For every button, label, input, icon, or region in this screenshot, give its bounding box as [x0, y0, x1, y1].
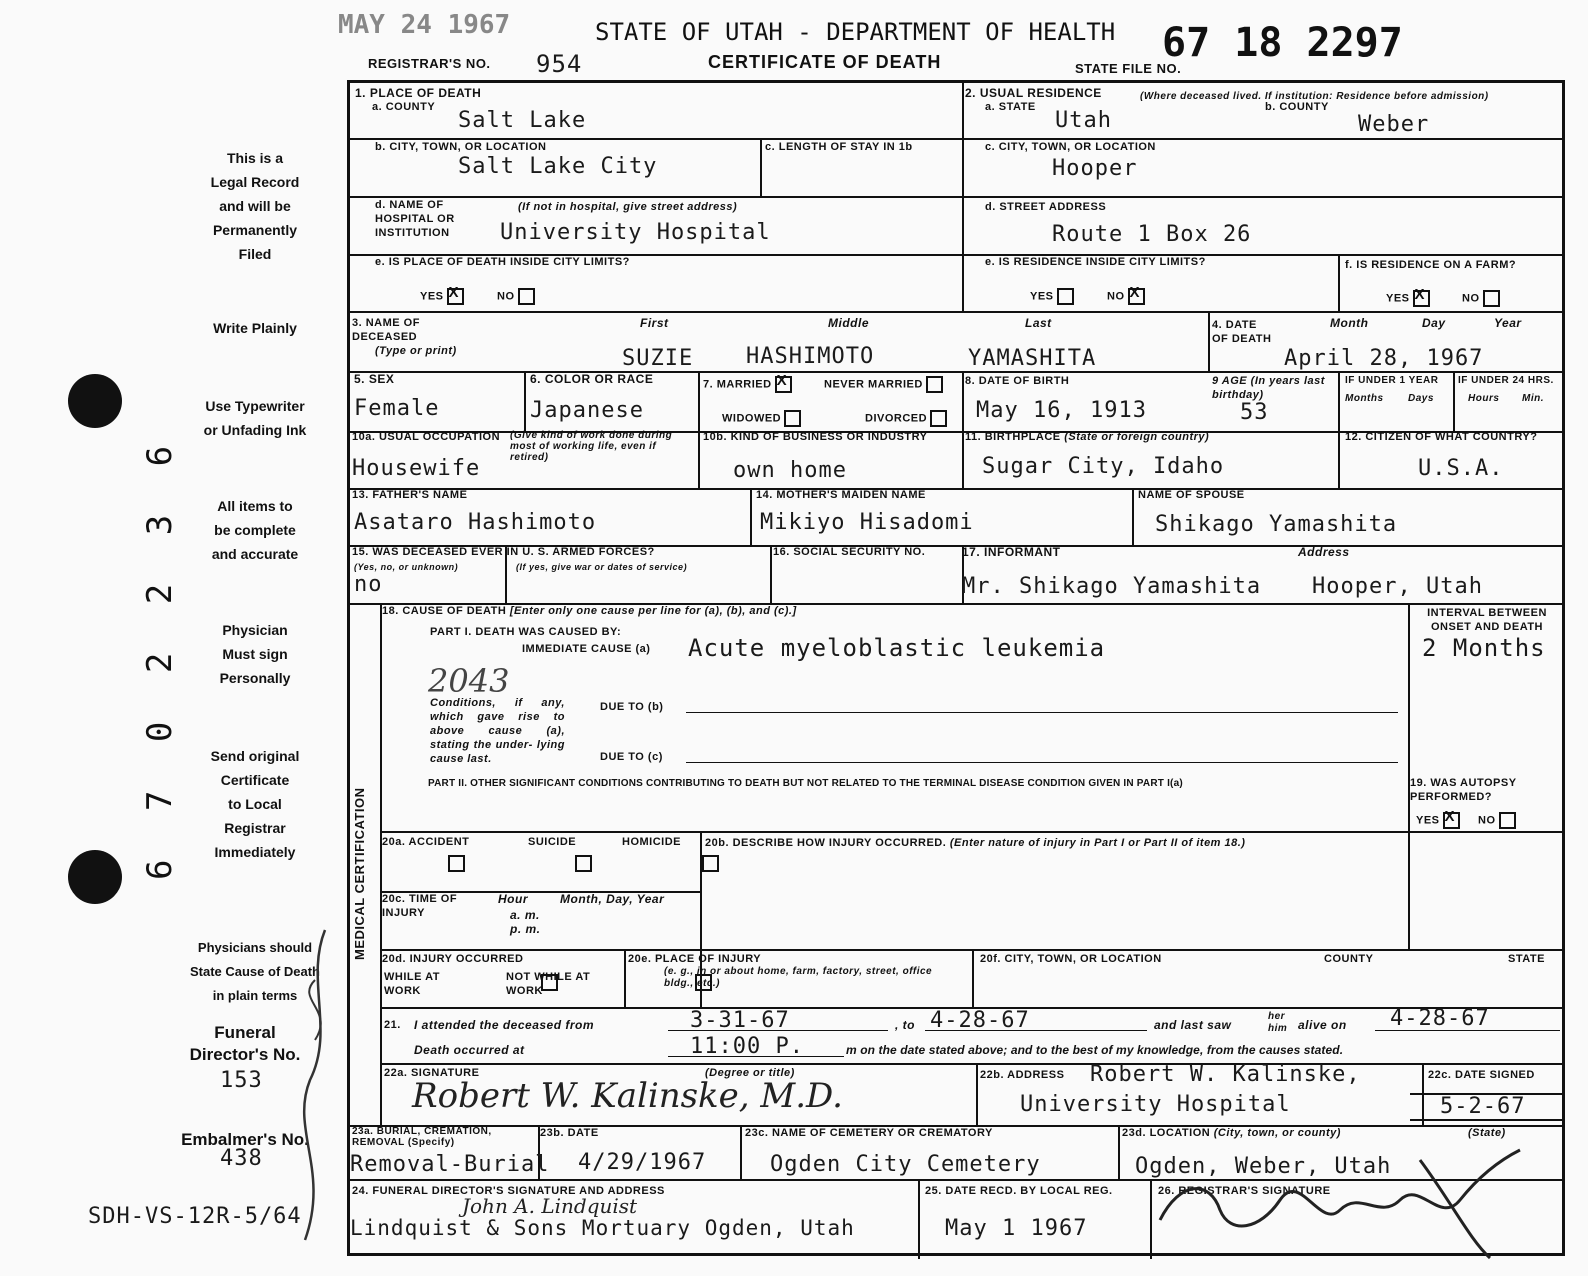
label-street-address: d. STREET ADDRESS [985, 201, 1107, 213]
label-year: Year [1494, 316, 1522, 330]
homicide-checkbox[interactable] [702, 855, 719, 872]
checkbox-checked[interactable] [1443, 812, 1460, 829]
label-describe-injury: 20b. DESCRIBE HOW INJURY OCCURRED. (Enter nature of injury in Part I or Part II of item 18.) [705, 837, 1246, 849]
line-due-c [686, 762, 1398, 763]
label-date-recd: 25. DATE RECD. BY LOCAL REG. [925, 1185, 1113, 1197]
label-hospital-note: (If not in hospital, give street address) [518, 201, 738, 213]
value-county: Salt Lake [458, 108, 587, 133]
medical-certification-label: MEDICAL CERTIFICATION [352, 787, 367, 960]
label-occupation: 10a. USUAL OCCUPATION [352, 431, 501, 443]
label-address: Address [1298, 545, 1350, 559]
value-cemetery: Ogden City Cemetery [770, 1152, 1041, 1177]
value-sex: Female [354, 396, 440, 421]
label-while-at-work: WHILE AT WORK [384, 971, 440, 997]
label-citizen: 12. CITIZEN OF WHAT COUNTRY? [1345, 431, 1538, 443]
res-inside-city-no: NOX [1107, 288, 1145, 305]
value-res-county: Weber [1358, 112, 1430, 137]
label-hours: Hours [1468, 393, 1500, 404]
checkbox[interactable] [1057, 288, 1074, 305]
punch-hole [68, 374, 122, 428]
label-last-saw: and last saw [1154, 1018, 1232, 1032]
label-autopsy: 19. WAS AUTOPSY PERFORMED? [1410, 777, 1517, 803]
label-city: b. CITY, TOWN, OR LOCATION [375, 141, 547, 153]
label-accident: 20a. ACCIDENT [382, 836, 470, 848]
label-hospital: d. NAME OF HOSPITAL OR INSTITUTION [375, 199, 455, 239]
label-usual-residence: 2. USUAL RESIDENCE [965, 86, 1102, 100]
value-spouse: Shikago Yamashita [1155, 512, 1398, 537]
checkbox[interactable] [930, 410, 947, 427]
label-place-of-injury: 20e. PLACE OF INJURY [628, 953, 762, 965]
punch-hole [68, 850, 122, 904]
value-hospital: University Hospital [500, 220, 771, 245]
label-place-of-death: 1. PLACE OF DEATH [355, 86, 482, 100]
registrar-no: 954 [536, 50, 583, 78]
value-res-state: Utah [1055, 108, 1112, 133]
value-addr2: University Hospital [1020, 1092, 1291, 1117]
label-never-married: NEVER MARRIED [824, 376, 943, 393]
checkbox-checked[interactable] [1413, 290, 1430, 307]
label-spouse: NAME OF SPOUSE [1138, 489, 1245, 501]
label-marital: 7. MARRIEDX [703, 376, 792, 393]
embalmer-label: Embalmer's No. [181, 1130, 309, 1149]
label-county: a. COUNTY [372, 101, 436, 113]
label-funeral-director: 24. FUNERAL DIRECTOR'S SIGNATURE AND ADDRESS [352, 1185, 665, 1197]
value-street: Route 1 Box 26 [1052, 222, 1252, 247]
label-injury-occurred: 20d. INJURY OCCURRED [382, 953, 524, 965]
vertical-number: 6 7 0 2 2 3 6 [140, 431, 180, 880]
value-birthplace: Sugar City, Idaho [982, 454, 1225, 479]
place-inside-city-yes: YESX [420, 288, 464, 305]
label-father: 13. FATHER'S NAME [352, 489, 468, 501]
label-injury-city: 20f. CITY, TOWN, OR LOCATION [980, 953, 1162, 965]
value-middle-name: HASHIMOTO [746, 344, 875, 369]
label-race: 6. COLOR OR RACE [530, 372, 654, 386]
label-cemetery: 23c. NAME OF CEMETERY OR CREMATORY [745, 1127, 993, 1139]
label-22b-address: 22b. ADDRESS [980, 1069, 1065, 1081]
label-month: Month [1330, 316, 1369, 330]
label-occupation-note: (Give kind of work done during most of working life, even if retired) [510, 430, 673, 463]
value-last-name: YAMASHITA [968, 346, 1097, 371]
checkbox[interactable] [926, 376, 943, 393]
res-farm-yes: YESX [1386, 290, 1430, 307]
label-mother: 14. MOTHER'S MAIDEN NAME [756, 489, 926, 501]
label-last: Last [1025, 316, 1052, 330]
label-place-of-injury-note: (e. g., in or about home, farm, factory, street, office bldg., etc.) [664, 966, 933, 989]
value-informant: Mr. Shikago Yamashita [962, 574, 1262, 599]
value-race: Japanese [530, 398, 644, 423]
checkbox-checked[interactable] [447, 288, 464, 305]
physician-signature: Robert W. Kalinske, M.D. [412, 1076, 843, 1116]
embalmer-no: 438 [220, 1146, 263, 1171]
sidebar-ink: Use Typewriter or Unfading Ink [203, 398, 307, 438]
side-signature-graphic [285, 920, 345, 1250]
label-burial-date: 23b. DATE [540, 1127, 599, 1139]
label-under-24: IF UNDER 24 HRS. [1458, 375, 1554, 386]
label-name-deceased: 3. NAME OF DECEASED [352, 317, 420, 343]
label-age: 9 AGE (In years last birthday) [1212, 375, 1325, 401]
label-part1: PART I. DEATH WAS CAUSED BY: [430, 626, 622, 638]
sidebar-send: Send original Certificate to Local Registrar Immediately [210, 748, 300, 860]
label-months: Months [1345, 393, 1384, 404]
res-farm-no: NO [1462, 290, 1500, 307]
label-days: Days [1408, 393, 1434, 404]
value-first-name: SUZIE [622, 346, 694, 371]
label-not-while: NOT WHILE AT WORK [506, 971, 591, 997]
autopsy-yes: YESX [1416, 812, 1460, 829]
place-inside-city-no: NO [497, 288, 535, 305]
accident-checkbox[interactable] [448, 855, 465, 872]
label-divorced: DIVORCED [865, 410, 947, 427]
sidebar-complete: All items to be complete and accurate [211, 498, 299, 562]
value-funeral-address: Lindquist & Sons Mortuary Ogden, Utah [350, 1216, 855, 1240]
value-dob: May 16, 1913 [976, 398, 1147, 423]
value-location: Ogden, Weber, Utah [1135, 1154, 1392, 1179]
label-residence-note: (Where deceased lived. If institution: Residence before admission) [1140, 91, 1489, 102]
label-res-farm: f. IS RESIDENCE ON A FARM? [1345, 259, 1517, 271]
label-attended: I attended the deceased from [414, 1018, 595, 1032]
value-date-of-death: April 28, 1967 [1284, 346, 1484, 371]
form-number: SDH-VS-12R-5/64 [88, 1204, 302, 1229]
label-birthplace: 11. BIRTHPLACE (State or foreign country) [965, 431, 1210, 443]
certificate-title: CERTIFICATE OF DEATH [708, 52, 942, 72]
label-widowed: WIDOWED [722, 410, 801, 427]
value-date-signed: 5-2-67 [1440, 1094, 1526, 1119]
autopsy-no: NO [1478, 812, 1516, 829]
label-res-county: b. COUNTY [1265, 101, 1329, 113]
checkbox[interactable] [784, 410, 801, 427]
value-father: Asataro Hashimoto [354, 510, 597, 535]
res-inside-city-yes: YES [1030, 288, 1074, 305]
label-middle: Middle [828, 316, 869, 330]
value-date-recd: May 1 1967 [945, 1216, 1088, 1241]
registrar-no-label: REGISTRAR'S NO. [368, 56, 491, 71]
label-ssn: 16. SOCIAL SECURITY NO. [773, 546, 926, 558]
sidebar-plain: Write Plainly [213, 320, 297, 336]
suicide-checkbox[interactable] [575, 855, 592, 872]
label-first: First [640, 316, 669, 330]
label-am: a. m. [510, 908, 540, 922]
value-res-city: Hooper [1052, 156, 1138, 181]
value-disposition: Removal-Burial [350, 1152, 550, 1177]
label-immediate: IMMEDIATE CAUSE (a) [522, 643, 651, 655]
label-interval: INTERVAL BETWEEN ONSET AND DEATH [1427, 607, 1547, 633]
value-cause-code: 2043 [428, 662, 510, 700]
funeral-no: 153 [220, 1068, 263, 1093]
label-res-state: a. STATE [985, 101, 1036, 113]
state-file-label: STATE FILE NO. [1075, 61, 1182, 76]
label-informant: 17. INFORMANT [962, 545, 1061, 559]
value-last-saw: 4-28-67 [1390, 1006, 1490, 1031]
checkbox[interactable] [1499, 812, 1516, 829]
label-her: her [1268, 1011, 1286, 1022]
label-date-of-birth: 8. DATE OF BIRTH [965, 375, 1070, 387]
registrar-signature-graphic [1150, 1140, 1540, 1260]
state-file-no: 67 18 2297 [1162, 20, 1403, 66]
label-due-b: DUE TO (b) [600, 701, 664, 713]
label-pm: p. m. [510, 922, 541, 936]
label-suicide: SUICIDE [528, 836, 577, 848]
label-m-on-date: m on the date stated above; and to the best of my knowledge, from the causes stated. [846, 1043, 1344, 1057]
label-sex: 5. SEX [354, 372, 395, 386]
label-him: him [1268, 1023, 1288, 1034]
checkbox-checked[interactable] [775, 376, 792, 393]
checkbox[interactable] [518, 288, 535, 305]
label-date-signed: 22c. DATE SIGNED [1428, 1069, 1535, 1081]
label-due-c: DUE TO (c) [600, 751, 663, 763]
stamp-date: MAY 24 1967 [338, 10, 511, 40]
label-armed-note2: (If yes, give war or dates of service) [516, 562, 688, 572]
label-homicide: HOMICIDE [622, 836, 681, 848]
label-location-state: (State) [1468, 1127, 1506, 1139]
label-burial: 23a. BURIAL, CREMATION, REMOVAL (Specify) [352, 1126, 492, 1148]
line-due-b [686, 712, 1398, 713]
sidebar-state-cause: Physicians should State Cause of Death in plain terms [189, 940, 321, 1003]
label-under-1: IF UNDER 1 YEAR [1345, 375, 1439, 386]
label-cause-of-death: 18. CAUSE OF DEATH [Enter only one cause per line for (a), (b), and (c).] [382, 605, 797, 617]
label-length-of-stay: c. LENGTH OF STAY IN 1b [765, 141, 913, 153]
label-21: 21. [384, 1019, 401, 1031]
label-armed-note1: (Yes, no, or unknown) [354, 562, 459, 572]
checkbox-checked[interactable] [1128, 288, 1145, 305]
checkbox[interactable] [1483, 290, 1500, 307]
value-death-time: 11:00 P. [690, 1034, 804, 1059]
label-day: Day [1422, 316, 1446, 330]
value-citizen: U.S.A. [1418, 456, 1504, 481]
label-location: 23d. LOCATION (City, town, or county) [1122, 1127, 1341, 1139]
value-interval: 2 Months [1422, 634, 1546, 662]
label-registrar-signature: 26. REGISTRAR'S SIGNATURE [1158, 1185, 1331, 1197]
value-attended-to: 4-28-67 [930, 1008, 1030, 1033]
value-addr1: Robert W. Kalinske, [1090, 1062, 1361, 1087]
label-injury-state: STATE [1508, 953, 1545, 965]
label-part2: PART II. OTHER SIGNIFICANT CONDITIONS CONTRIBUTING TO DEATH BUT NOT RELATED TO THE TERMINAL DISEASE CONDITION GIVEN IN PART I(a) [428, 778, 1183, 789]
label-min: Min. [1522, 393, 1544, 404]
value-burial-date: 4/29/1967 [578, 1150, 707, 1175]
label-alive-on: alive on [1298, 1018, 1347, 1032]
value-attended-from: 3-31-67 [690, 1008, 790, 1033]
label-res-city: c. CITY, TOWN, OR LOCATION [985, 141, 1156, 153]
value-armed-forces: no [354, 572, 383, 597]
label-res-inside-city: e. IS RESIDENCE INSIDE CITY LIMITS? [985, 256, 1206, 268]
value-mother: Mikiyo Hisadomi [760, 510, 974, 535]
label-hour: Hour [498, 892, 528, 906]
label-to: , to [895, 1018, 915, 1032]
agency-title: STATE OF UTAH - DEPARTMENT OF HEALTH [595, 18, 1116, 46]
sidebar-physician: Physician Must sign Personally [219, 622, 291, 686]
value-informant-address: Hooper, Utah [1312, 574, 1483, 599]
label-injury-county: COUNTY [1324, 953, 1374, 965]
label-month-day-year: Month, Day, Year [560, 892, 665, 906]
value-business: own home [733, 458, 847, 483]
label-business: 10b. KIND OF BUSINESS OR INDUSTRY [703, 431, 928, 443]
value-city: Salt Lake City [458, 154, 658, 179]
label-degree: (Degree or title) [705, 1067, 795, 1079]
label-death-occurred-at: Death occurred at [414, 1043, 525, 1057]
label-conditions: Conditions, if any, which gave rise to above cause (a), stating the under- lying cause last. [430, 697, 565, 765]
funeral-label: Funeral Director's No. [189, 1023, 301, 1064]
label-armed-forces: 15. WAS DECEASED EVER IN U. S. ARMED FORCES? [352, 546, 655, 558]
funeral-director-signature: John A. Lindquist [462, 1194, 638, 1218]
value-cause-a: Acute myeloblastic leukemia [688, 634, 1106, 662]
value-age: 53 [1240, 400, 1269, 425]
label-date-of-death: 4. DATE OF DEATH [1212, 319, 1272, 345]
value-occupation: Housewife [352, 456, 481, 481]
label-type-or-print: (Type or print) [375, 345, 457, 357]
label-signature: 22a. SIGNATURE [384, 1067, 480, 1079]
label-time-of-injury: 20c. TIME OF INJURY [382, 893, 458, 919]
sidebar-legal: This is a Legal Record and will be Permanently Filed [210, 150, 300, 262]
label-place-inside-city: e. IS PLACE OF DEATH INSIDE CITY LIMITS? [375, 256, 630, 268]
